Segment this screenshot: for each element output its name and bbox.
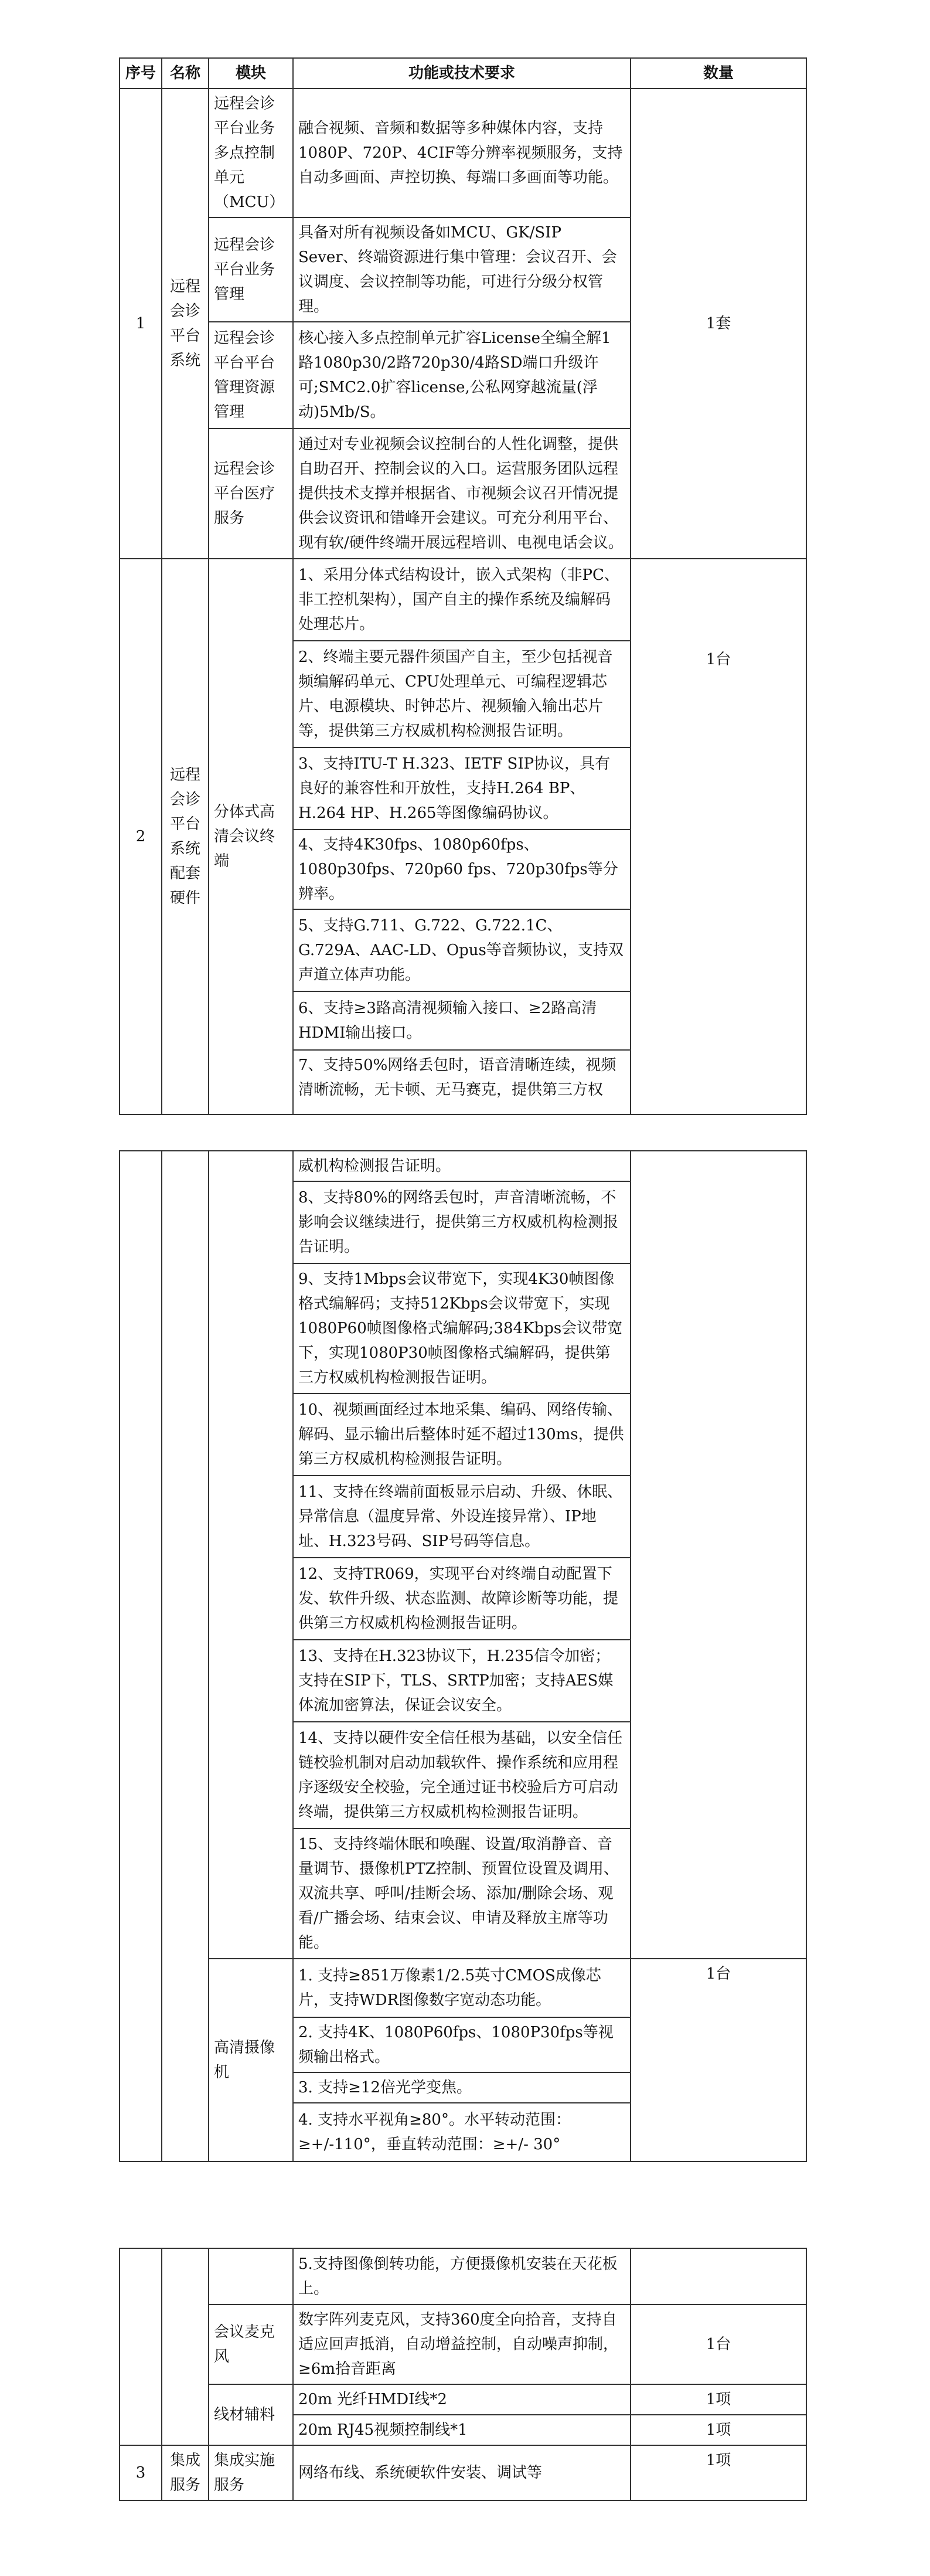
table-row bbox=[120, 1959, 806, 2017]
table-header-row bbox=[120, 58, 806, 89]
p3-name-empty bbox=[162, 2248, 209, 2445]
table-row bbox=[120, 2445, 806, 2500]
g1-req-2: 核心接入多点控制单元扩容License全编全解1路1080p30/2路720p30/4路SD端口升级许可;SMC2.0扩容license,公私网穿越流量(浮动)5Mb/S。 bbox=[293, 322, 631, 429]
g2-item-4: 5、支持G.711、G.722、G.722.1C、G.729A、AAC-LD、Opus等音频协议，支持双声道立体声功能。 bbox=[293, 909, 631, 991]
mic-qty: 1台 bbox=[631, 2305, 806, 2384]
cable-qty-1: 1项 bbox=[631, 2415, 806, 2445]
camera-item-1: 2. 支持4K、1080P60fps、1080P30fps等视频输出格式。 bbox=[293, 2017, 631, 2072]
spec-table-page-2 bbox=[119, 1150, 807, 2162]
header-requirements: 功能或技术要求 bbox=[293, 58, 631, 89]
g3-qty: 1项 bbox=[631, 2445, 806, 2500]
g2-no: 2 bbox=[120, 559, 162, 1114]
g1-module-3: 远程会诊平台医疗服务 bbox=[209, 429, 293, 559]
p2-qty-empty bbox=[631, 1151, 806, 1959]
p2-item-4: 11、支持在终端前面板显示启动、升级、休眠、异常信息（温度异常、外设连接异常）、IP地址、H.323号码、SIP号码等信息。 bbox=[293, 1476, 631, 1558]
page-3 bbox=[119, 2248, 806, 2501]
camera-item-2: 3. 支持≥12倍光学变焦。 bbox=[293, 2072, 631, 2103]
cable-req-1: 20m RJ45视频控制线*1 bbox=[293, 2415, 631, 2445]
g2-item-6: 7、支持50%网络丢包时，语音清晰连续，视频清晰流畅，无卡顿、无马赛克，提供第三方权 bbox=[298, 1056, 616, 1099]
p2-item-2: 9、支持1Mbps会议带宽下，实现4K30帧图像格式编解码；支持512Kbps会议带宽下，实现1080P60帧图像格式编解码;384Kbps会议带宽下，实现1080P30帧图像格式编解码，提供第三方权威机构检测报告证明。 bbox=[293, 1263, 631, 1394]
g1-req-1: 具备对所有视频设备如MCU、GK/SIP Sever、终端资源进行集中管理：会议召开、会议调度、会议控制等功能，可进行分级分权管理。 bbox=[293, 218, 631, 322]
camera-module: 高清摄像机 bbox=[209, 1959, 293, 2162]
g2-item-2: 3、支持ITU-T H.323、IETF SIP协议，具有良好的兼容性和开放性，支持H.264 BP、H.264 HP、H.265等图像编码协议。 bbox=[293, 747, 631, 830]
spec-table-page-1 bbox=[119, 57, 807, 1115]
g3-no: 3 bbox=[120, 2445, 162, 2500]
p2-item-7: 14、支持以硬件安全信任根为基础，以安全信任链校验机制对启动加载软件、操作系统和应用程序逐级安全校验，完全通过证书校验后方可启动终端，提供第三方权威机构检测报告证明。 bbox=[293, 1722, 631, 1829]
g2-item-3: 4、支持4K30fps、1080p60fps、1080p30fps、720p60 fps、720p30fps等分辨率。 bbox=[293, 830, 631, 909]
p3-module-empty bbox=[209, 2248, 293, 2305]
camera-item-3: 4. 支持水平视角≥80°。水平转动范围：≥+/-110°，垂直转动范围：≥+/- 30° bbox=[293, 2103, 631, 2162]
g2-item-5: 6、支持≥3路高清视频输入接口、≥2路高清HDMI输出接口。 bbox=[293, 991, 631, 1050]
camera-item-0: 1. 支持≥851万像素1/2.5英寸CMOS成像芯片，支持WDR图像数字宽动态功能。 bbox=[293, 1959, 631, 2017]
table-row bbox=[120, 89, 806, 218]
g2-qty: 1台 bbox=[631, 559, 806, 1114]
cable-module: 线材辅料 bbox=[209, 2384, 293, 2445]
table-row bbox=[120, 559, 806, 641]
header-no: 序号 bbox=[120, 58, 162, 89]
cable-req-0: 20m 光纤HMDI线*2 bbox=[293, 2384, 631, 2415]
header-quantity: 数量 bbox=[631, 58, 806, 89]
g1-module-0: 远程会诊平台业务多点控制单元（MCU） bbox=[209, 89, 293, 218]
page-2 bbox=[119, 1150, 806, 2162]
p2-module-empty bbox=[209, 1151, 293, 1959]
spec-table-page-3 bbox=[119, 2248, 807, 2501]
g2-name: 远程会诊平台系统配套硬件 bbox=[162, 559, 209, 1114]
camera-qty: 1台 bbox=[631, 1959, 806, 2162]
g1-req-0: 融合视频、音频和数据等多种媒体内容，支持1080P、720P、4CIF等分辨率视频服务，支持自动多画面、声控切换、每端口多画面等功能。 bbox=[293, 89, 631, 218]
p2-item-1: 8、支持80%的网络丢包时，声音清晰流畅，不影响会议继续进行，提供第三方权威机构检测报告证明。 bbox=[293, 1181, 631, 1263]
header-module: 模块 bbox=[209, 58, 293, 89]
p2-no-empty bbox=[120, 1151, 162, 2162]
table-row bbox=[120, 2384, 806, 2415]
p2-item-6: 13、支持在H.323协议下，H.235信令加密；支持在SIP下，TLS、SRTP加密；支持AES媒体流加密算法，保证会议安全。 bbox=[293, 1640, 631, 1722]
camera-item-4: 5.支持图像倒转功能，方便摄像机安装在天花板上。 bbox=[293, 2248, 631, 2305]
g1-req-3: 通过对专业视频会议控制台的人性化调整，提供自助召开、控制会议的入口。运营服务团队远程提供技术支撑并根据省、市视频会议召开情况提供会议资讯和错峰开会建议。可充分利用平台、现有软/硬件终端开展远程培训、电视电话会议。 bbox=[293, 429, 631, 559]
g1-qty: 1套 bbox=[631, 89, 806, 559]
page-1 bbox=[119, 57, 806, 1115]
table-row bbox=[120, 2248, 806, 2305]
g1-name: 远程会诊平台系统 bbox=[162, 89, 209, 559]
p2-name-empty bbox=[162, 1151, 209, 2162]
header-name: 名称 bbox=[162, 58, 209, 89]
g1-module-2: 远程会诊平台平台管理资源管理 bbox=[209, 322, 293, 429]
g3-name: 集成服务 bbox=[162, 2445, 209, 2500]
p3-qty-empty bbox=[631, 2248, 806, 2305]
g2-item-1: 2、终端主要元器件须国产自主，至少包括视音频编解码单元、CPU处理单元、可编程逻辑芯片、电源模块、时钟芯片、视频输入输出芯片等，提供第三方权威机构检测报告证明。 bbox=[293, 641, 631, 747]
g3-req: 网络布线、系统硬软件安装、调试等 bbox=[293, 2445, 631, 2500]
cable-qty-0: 1项 bbox=[631, 2384, 806, 2415]
p3-no-empty bbox=[120, 2248, 162, 2445]
g2-item-0: 1、采用分体式结构设计，嵌入式架构（非PC、非工控机架构），国产自主的操作系统及编解码处理芯片。 bbox=[293, 559, 631, 641]
table-row bbox=[120, 1151, 806, 1181]
g3-module: 集成实施服务 bbox=[209, 2445, 293, 2500]
p2-item-0: 威机构检测报告证明。 bbox=[293, 1151, 631, 1181]
mic-module: 会议麦克风 bbox=[209, 2305, 293, 2384]
p2-item-5: 12、支持TR069，实现平台对终端自动配置下发、软件升级、状态监测、故障诊断等功能，提供第三方权威机构检测报告证明。 bbox=[293, 1558, 631, 1640]
g1-no: 1 bbox=[120, 89, 162, 559]
p2-item-8: 15、支持终端休眠和唤醒、设置/取消静音、音量调节、摄像机PTZ控制、预置位设置及调用、双流共享、呼叫/挂断会场、添加/删除会场、观看/广播会场、结束会议、申请及释放主席等功能。 bbox=[293, 1829, 631, 1959]
p2-item-3: 10、视频画面经过本地采集、编码、网络传输、解码、显示输出后整体时延不超过130ms，提供第三方权威机构检测报告证明。 bbox=[293, 1394, 631, 1476]
mic-req: 数字阵列麦克风，支持360度全向拾音，支持自适应回声抵消，自动增益控制，自动噪声抑制，≥6m拾音距离 bbox=[293, 2305, 631, 2384]
g2-module: 分体式高清会议终端 bbox=[209, 559, 293, 1114]
g1-module-1: 远程会诊平台业务管理 bbox=[209, 218, 293, 322]
